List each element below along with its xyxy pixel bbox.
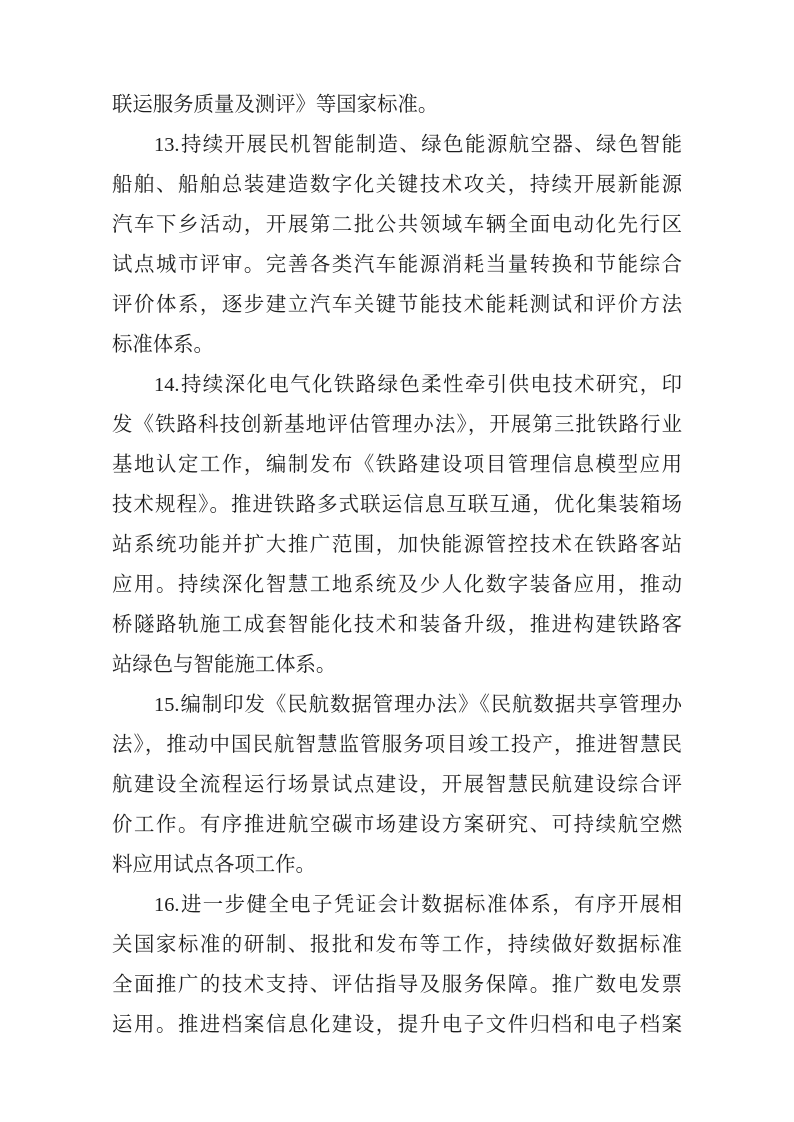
text-line: 评价体系，逐步建立汽车关键节能技术能耗测试和评价方法 bbox=[112, 294, 682, 316]
text-line: 运用。推进档案信息化建设，提升电子文件归档和电子档案 bbox=[112, 1014, 682, 1036]
text-line: 桥隧路轨施工成套智能化技术和装备升级，推进构建铁路客 bbox=[112, 614, 682, 636]
text-line: 14.持续深化电气化铁路绿色柔性牵引供电技术研究，印 bbox=[154, 374, 682, 396]
text-line: 全面推广的技术支持、评估指导及服务保障。推广数电发票 bbox=[112, 974, 682, 996]
text-line: 技术规程》。推进铁路多式联运信息互联互通，优化集装箱场 bbox=[112, 494, 682, 516]
text-line: 13.持续开展民机智能制造、绿色能源航空器、绿色智能 bbox=[154, 134, 682, 156]
text-line: 站绿色与智能施工体系。 bbox=[112, 654, 337, 676]
text-line: 汽车下乡活动，开展第二批公共领域车辆全面电动化先行区 bbox=[112, 214, 682, 236]
text-line: 基地认定工作，编制发布《铁路建设项目管理信息模型应用 bbox=[112, 454, 682, 476]
text-line: 船舶、船舶总装建造数字化关键技术攻关，持续开展新能源 bbox=[112, 174, 682, 196]
text-line: 价工作。有序推进航空碳市场建设方案研究、可持续航空燃 bbox=[112, 814, 682, 836]
document-text-block bbox=[112, 85, 682, 1045]
text-line: 关国家标准的研制、报批和发布等工作，持续做好数据标准 bbox=[112, 934, 682, 956]
text-line: 应用。持续深化智慧工地系统及少人化数字装备应用，推动 bbox=[112, 574, 682, 596]
text-line: 站系统功能并扩大推广范围，加快能源管控技术在铁路客站 bbox=[112, 534, 682, 556]
text-line: 15.编制印发《民航数据管理办法》《民航数据共享管理办 bbox=[154, 694, 682, 716]
text-line: 16.进一步健全电子凭证会计数据标准体系，有序开展相 bbox=[154, 894, 682, 916]
text-line: 料应用试点各项工作。 bbox=[112, 854, 316, 876]
text-line: 法》，推动中国民航智慧监管服务项目竣工投产，推进智慧民 bbox=[112, 734, 682, 756]
text-line: 联运服务质量及测评》等国家标准。 bbox=[112, 94, 439, 116]
text-line: 航建设全流程运行场景试点建设，开展智慧民航建设综合评 bbox=[112, 774, 682, 796]
text-line: 发《铁路科技创新基地评估管理办法》，开展第三批铁路行业 bbox=[112, 414, 682, 436]
text-line: 试点城市评审。完善各类汽车能源消耗当量转换和节能综合 bbox=[112, 254, 682, 276]
text-line: 标准体系。 bbox=[112, 334, 214, 356]
